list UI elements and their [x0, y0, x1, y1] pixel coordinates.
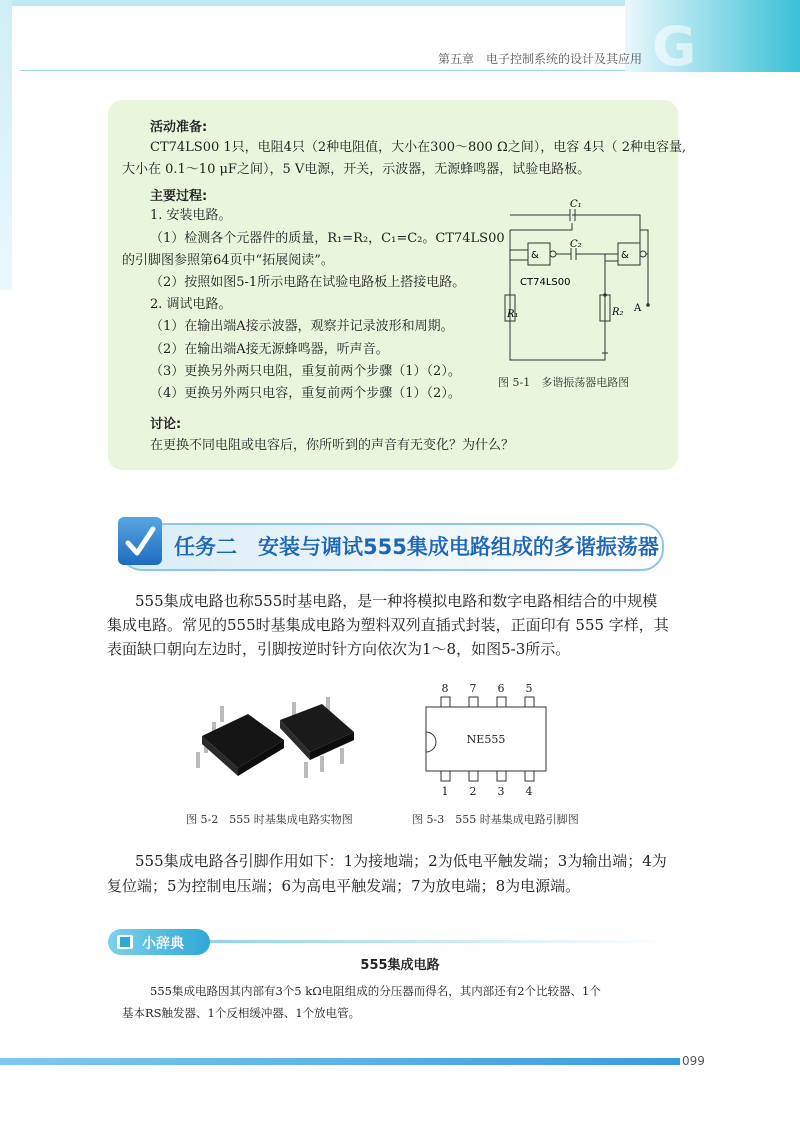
dictionary-rule — [200, 940, 670, 943]
ne555-pinout-diagram — [420, 680, 560, 800]
prep-line-1: CT74LS00 1只，电阻4只（2种电阻值，大小在300～800 Ω之间），电容 4只（ 2种电容量, — [150, 140, 687, 155]
task-title: 任务二 安装与调试555集成电路组成的多谐振荡器 — [174, 535, 659, 559]
page-number: 099 — [682, 1054, 705, 1068]
label-r2: R₂ — [612, 307, 624, 318]
pin-5-label: 5 — [525, 682, 533, 695]
step-1-1b: 的引脚图参照第64页中“拓展阅读”。 — [122, 253, 334, 268]
pin-6-label: 6 — [497, 682, 505, 695]
dictionary-line-2: 基本RS触发器、1个反相缓冲器、1个放电管。 — [122, 1006, 361, 1020]
header-logo-mark: G — [652, 15, 697, 78]
step-1-1a: （1）检测各个元器件的质量，R₁=R₂，C₁=C₂。CT74LS00 — [150, 231, 505, 246]
pin-2-label: 2 — [469, 785, 477, 798]
output-node-a — [646, 303, 650, 307]
label-r1: R₁ — [507, 309, 519, 320]
label-c1: C₁ — [570, 199, 582, 210]
label-c2: C₂ — [570, 239, 582, 250]
label-chip: CT74LS00 — [520, 277, 571, 288]
pin-4-label: 4 — [525, 785, 533, 798]
ne555-label: NE555 — [466, 733, 506, 746]
checkmark-icon — [118, 517, 162, 565]
label-output-a: A — [634, 303, 642, 314]
discussion-heading: 讨论: — [150, 417, 182, 432]
step-2-3: （3）更换另外两只电阻，重复前两个步骤（1）（2）。 — [150, 364, 461, 379]
chapter-title: 第五章 电子控制系统的设计及其应用 — [438, 52, 643, 66]
header-side-strip — [0, 0, 12, 290]
ne555-notch — [426, 732, 436, 752]
step-2-4: （4）更换另外两只电容，重复前两个步骤（1）（2）。 — [150, 386, 461, 401]
pin-8-label: 8 — [441, 682, 449, 695]
intro-line-1: 555集成电路也称555时基电路，是一种将模拟电路和数字电路相结合的中规模 — [135, 592, 658, 610]
process-heading: 主要过程: — [150, 189, 208, 204]
circuit-wire-c1 — [572, 215, 640, 250]
header-rule — [20, 70, 625, 71]
discussion-text: 在更换不同电阻或电容后，你所听到的声音有无变化？为什么？ — [150, 438, 515, 453]
gate-1-symbol: & — [531, 250, 539, 261]
dictionary-line-1: 555集成电路因其内部有3个5 kΩ电阻组成的分压器而得名，其内部还有2个比较器、1个 — [150, 984, 601, 998]
step-1: 1. 安装电路。 — [150, 208, 232, 223]
book-icon — [116, 933, 136, 951]
intro-line-3: 表面缺口朝向左边时，引脚按逆时针方向依次为1～8，如图5-3所示。 — [107, 640, 571, 658]
fig-5-2-caption: 图 5-2 555 时基集成电路实物图 — [186, 813, 353, 826]
pin-1-label: 1 — [441, 785, 449, 798]
step-2-1: （1）在输出端A接示波器，观察并记录波形和周期。 — [150, 319, 454, 334]
pin-3-label: 3 — [497, 785, 505, 798]
pin-7-label: 7 — [469, 682, 477, 695]
step-2: 2. 调试电路。 — [150, 297, 232, 312]
pins-desc-line-1: 555集成电路各引脚作用如下：1为接地端；2为低电平触发端；3为输出端；4为 — [135, 852, 667, 870]
ic-chip-photo — [192, 692, 362, 792]
dictionary-badge — [108, 929, 210, 955]
multivibrator-circuit-diagram — [490, 195, 670, 370]
pins-desc-line-2: 复位端；5为控制电压端；6为高电平触发端；7为放电端；8为电源端。 — [107, 877, 581, 895]
prep-line-2: 大小在 0.1～10 μF之间），5 V电源，开关，示波器，无源蜂鸣器，试验电路板。 — [122, 162, 591, 177]
step-2-2: （2）在输出端A接无源蜂鸣器，听声音。 — [150, 342, 389, 357]
step-1-2: （2）按照如图5-1所示电路在试验电路板上搭接电路。 — [150, 275, 466, 290]
intro-line-2: 集成电路。常见的555时基集成电路为塑料双列直插式封装，正面印有 555 字样，其 — [107, 616, 669, 634]
footer-bar — [0, 1058, 680, 1065]
gate-2-symbol: & — [621, 250, 629, 261]
dictionary-badge-label: 小辞典 — [142, 936, 184, 952]
prep-heading: 活动准备: — [150, 120, 208, 135]
fig-5-3-caption: 图 5-3 555 时基集成电路引脚图 — [412, 813, 579, 826]
fig-5-1-caption: 图 5-1 多谐振荡器电路图 — [498, 376, 630, 389]
dictionary-title: 555集成电路 — [360, 958, 440, 973]
